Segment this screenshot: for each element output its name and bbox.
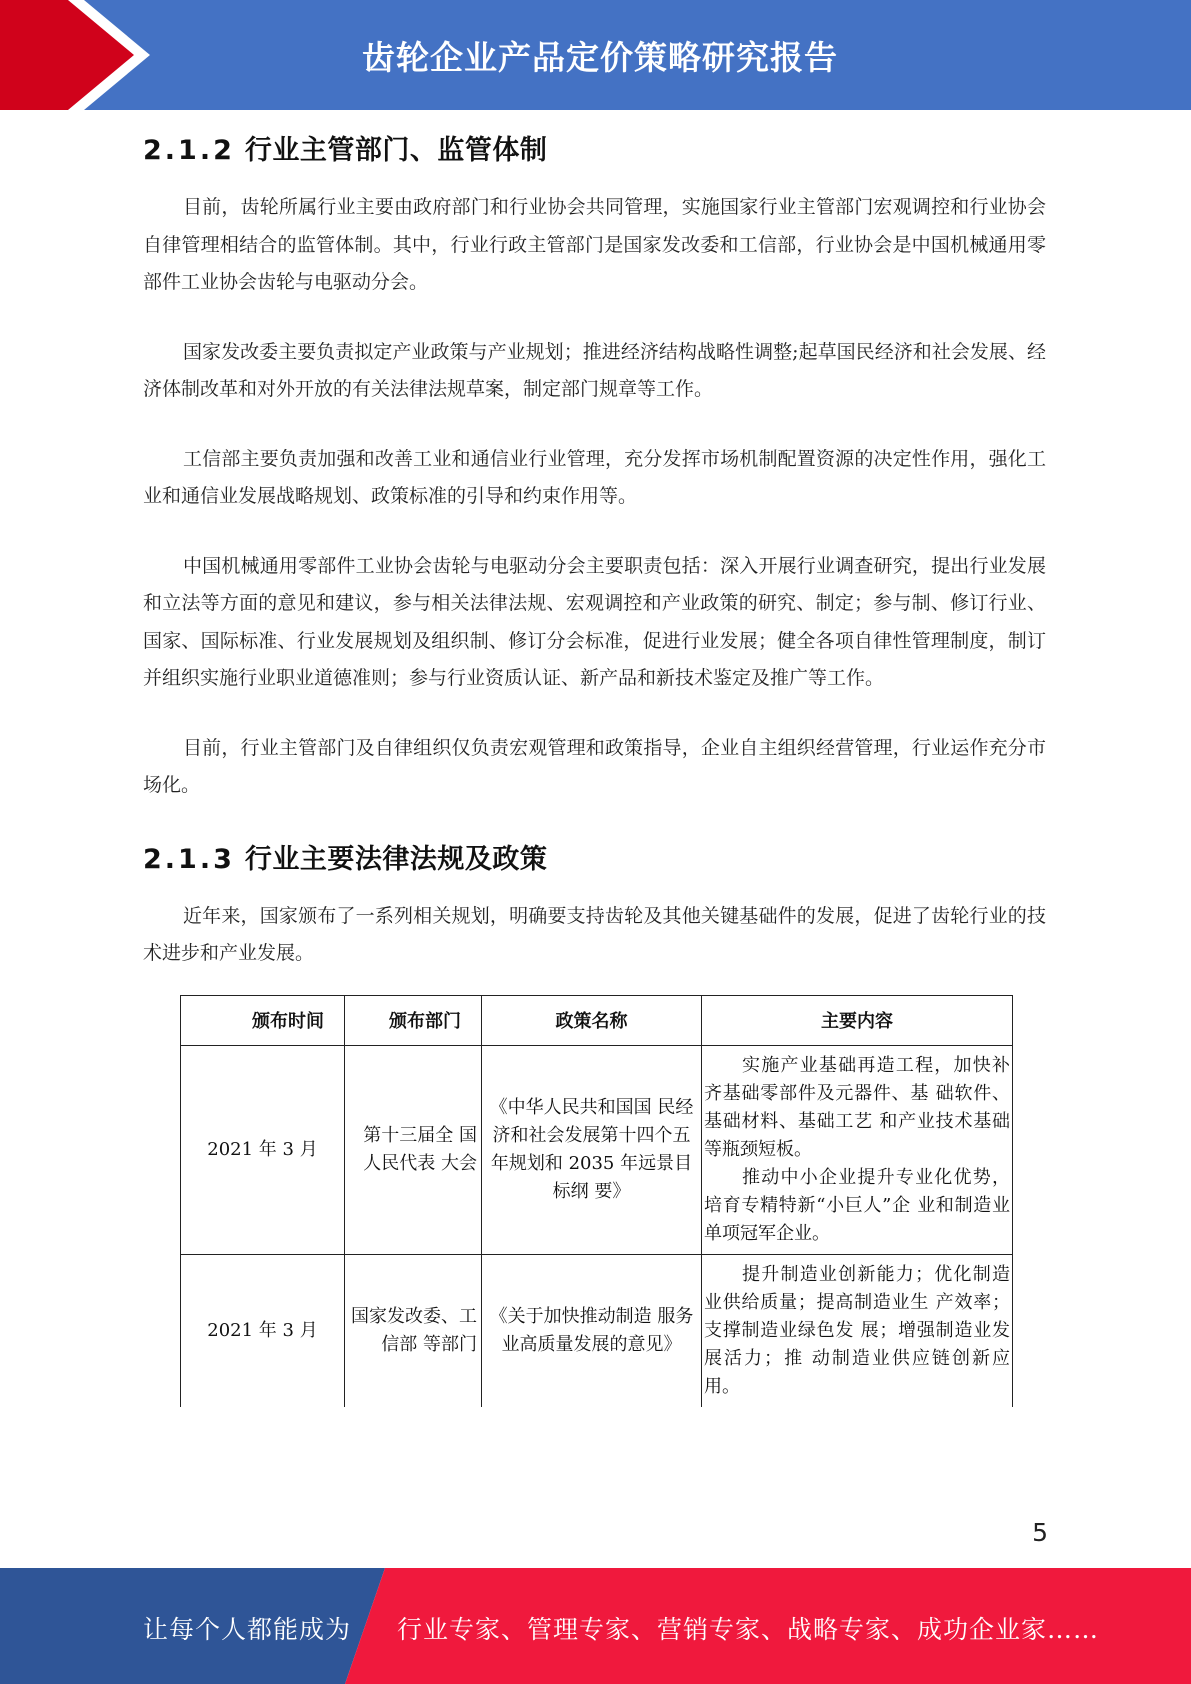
paragraph: 中国机械通用零部件工业协会齿轮与电驱动分会主要职责包括：深入开展行业调查研究，提出行业发展和立法等方面的意见和建议，参与相关法律法规、宏观调控和产业政策的研究、制定；参与制、修订行业、国家、国际标准、行业发展规划及组织制、修订分会标准，促进行业发展；健全各项自律性管理制度，制订并组织实施行业职业道德准则；参与行业资质认证、新产品和新技术鉴定及推广等工作。 (143, 554, 1046, 689)
cell-time: 2021 年 3 月 (181, 1045, 345, 1254)
column-header-name: 政策名称 (482, 995, 702, 1045)
paragraph: 国家发改委主要负责拟定产业政策与产业规划；推进经济结构战略性调整;起草国民经济和社会发展、经济体制改革和对外开放的有关法律法规草案，制定部门规章等工作。 (143, 340, 1046, 400)
policy-table-wrapper (180, 995, 1012, 1407)
cell-content (702, 1254, 1013, 1407)
cell-policy-name: 《关于加快推动制造 服务业高质量发展的意见》 (482, 1254, 702, 1407)
footer-slogan-left: 让每个人都能成为 (143, 1615, 352, 1644)
column-header-time: 颁布时间 (181, 995, 345, 1045)
table-row (181, 1045, 1013, 1254)
cell-policy-name: 《中华人民共和国国 民经济和社会发展第十四个五年规划和 2035 年远景目标纲 要》 (482, 1045, 702, 1254)
paragraph: 近年来，国家颁布了一系列相关规划，明确要支持齿轮及其他关键基础件的发展，促进了齿轮行业的技术进步和产业发展。 (143, 904, 1046, 964)
cell-content-paragraph: 提升制造业创新能力；优化制造业供给质量；提高制造业生 产效率；支撑制造业绿色发 展；增强制造业发展活力；推 动制造业供应链创新应用。 (704, 1263, 1010, 1397)
section-title: 行业主管部门、监管体制 (244, 135, 548, 166)
page-footer (0, 1568, 1191, 1684)
cell-time: 2021 年 3 月 (181, 1254, 345, 1407)
cell-content-paragraph: 实施产业基础再造工程，加快补齐基础零部件及元器件、基 础软件、基础材料、基础工艺 和产业技术基础等瓶颈短板。 (704, 1054, 1010, 1160)
footer-slogan-right: 行业专家、管理专家、营销专家、战略专家、成功企业家…… (397, 1615, 1100, 1644)
table-header-row (181, 995, 1013, 1045)
cell-dept: 国家发改委、工信部 等部门 (345, 1254, 482, 1407)
table-row (181, 1254, 1013, 1407)
paragraph: 目前，行业主管部门及自律组织仅负责宏观管理和政策指导，企业自主组织经营管理，行业运作充分市场化。 (143, 736, 1046, 796)
paragraph: 工信部主要负责加强和改善工业和通信业行业管理，充分发挥市场机制配置资源的决定性作用，强化工业和通信业发展战略规划、政策标准的引导和约束作用等。 (143, 447, 1046, 507)
main-content (143, 128, 1046, 1407)
cell-content (702, 1045, 1013, 1254)
section-heading-2-1-2 (143, 128, 1046, 167)
column-header-dept: 颁布部门 (345, 995, 482, 1045)
section-number: 2.1.2 (143, 135, 235, 166)
cell-dept: 第十三届全 国人民代表 大会 (345, 1045, 482, 1254)
policy-table (180, 995, 1013, 1407)
section-number: 2.1.3 (143, 843, 235, 875)
page-header (0, 0, 1191, 110)
page-number: 5 (1032, 1518, 1048, 1547)
cell-content-paragraph: 推动中小企业提升专业化优势，培育专精特新“小巨人”企 业和制造业单项冠军企业。 (704, 1166, 1010, 1244)
section-heading-2-1-3 (143, 837, 1046, 876)
section-title: 行业主要法律法规及政策 (244, 843, 548, 875)
column-header-content: 主要内容 (702, 995, 1013, 1045)
paragraph: 目前，齿轮所属行业主要由政府部门和行业协会共同管理，实施国家行业主管部门宏观调控和行业协会自律管理相结合的监管体制。其中，行业行政主管部门是国家发改委和工信部，行业协会是中国机械通用零部件工业协会齿轮与电驱动分会。 (143, 196, 1046, 293)
report-title: 齿轮企业产品定价策略研究报告 (362, 38, 838, 77)
